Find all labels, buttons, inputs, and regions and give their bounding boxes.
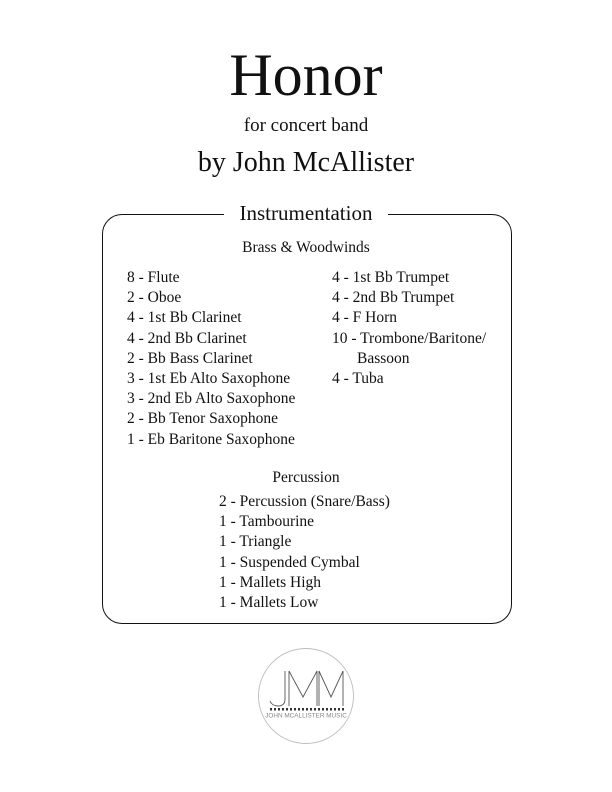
- list-item: 2 - Bb Tenor Saxophone: [127, 410, 279, 428]
- list-item: 4 - 1st Bb Clarinet: [127, 309, 242, 327]
- list-item: 2 - Oboe: [127, 289, 182, 307]
- brass-woodwinds-heading: Brass & Woodwinds: [242, 239, 370, 256]
- jmm-logo: [257, 647, 355, 745]
- logo-caption: JOHN MCALLISTER MUSIC: [265, 712, 347, 720]
- list-item: 1 - Suspended Cymbal: [219, 553, 360, 571]
- list-item: 2 - Bb Bass Clarinet: [127, 349, 253, 367]
- brass-woodwinds-right-list: [332, 268, 486, 389]
- list-item: 3 - 1st Eb Alto Saxophone: [127, 370, 291, 388]
- list-item: 4 - 2nd Bb Clarinet: [127, 329, 247, 347]
- logo-circle-icon: [257, 647, 355, 745]
- list-item: 10 - Trombone/Baritone/: [332, 329, 487, 347]
- list-item-continuation: Bassoon: [357, 349, 410, 367]
- percussion-list: [219, 492, 390, 613]
- piece-title: Honor: [229, 42, 383, 108]
- list-item: 2 - Percussion (Snare/Bass): [219, 493, 390, 510]
- list-item: 1 - Mallets High: [219, 573, 322, 591]
- list-item: 1 - Tambourine: [219, 513, 315, 531]
- list-item: 4 - Tuba: [332, 370, 384, 388]
- list-item: 8 - Flute: [127, 269, 180, 286]
- list-item: 1 - Mallets Low: [219, 594, 319, 612]
- list-item: 3 - 2nd Eb Alto Saxophone: [127, 390, 296, 408]
- list-item: 4 - 2nd Bb Trumpet: [332, 289, 455, 307]
- piece-subtitle: for concert band: [243, 115, 369, 136]
- percussion-heading: Percussion: [272, 469, 340, 486]
- list-item: 1 - Eb Baritone Saxophone: [127, 430, 295, 448]
- list-item: 4 - F Horn: [332, 309, 398, 327]
- list-item: 4 - 1st Bb Trumpet: [332, 269, 450, 286]
- composer-credit: by John McAllister: [197, 147, 415, 178]
- instrumentation-heading-label: Instrumentation: [224, 201, 389, 225]
- brass-woodwinds-left-list: [127, 268, 295, 450]
- instrumentation-heading: [0, 200, 612, 226]
- piano-keys-icon: [270, 708, 344, 711]
- list-item: 1 - Triangle: [219, 533, 292, 551]
